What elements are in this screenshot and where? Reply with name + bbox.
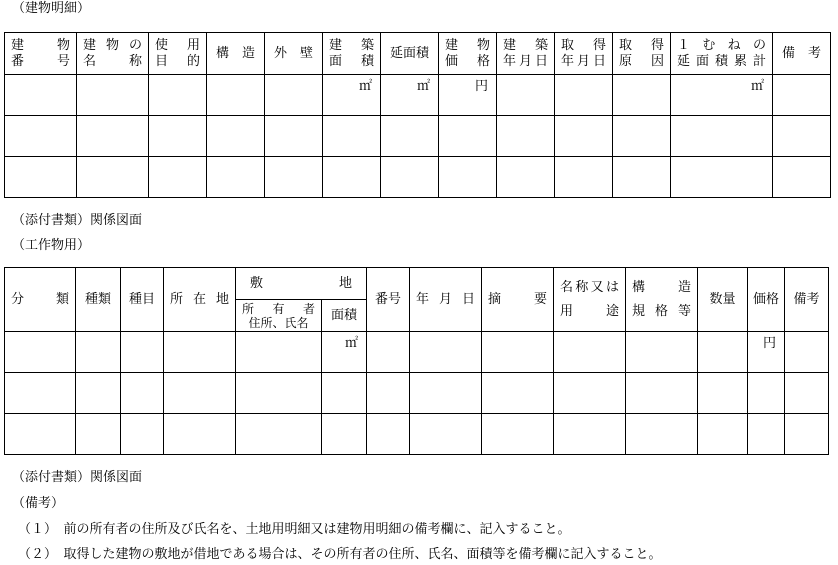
table-cell[interactable] <box>773 75 831 116</box>
table-cell[interactable] <box>439 116 497 157</box>
table-cell[interactable] <box>698 414 748 455</box>
table-cell[interactable] <box>439 157 497 198</box>
header-price: 価格 <box>748 268 785 332</box>
header-acquisition-reason: 取 得 原 因 <box>613 33 671 75</box>
table-cell[interactable] <box>671 116 773 157</box>
header-exterior: 外 壁 <box>265 33 323 75</box>
header-owner: 所有者 住所、氏名 <box>236 300 322 332</box>
table-cell[interactable] <box>236 373 322 414</box>
header-remarks: 備 考 <box>773 33 831 75</box>
header-remarks-2: 備考 <box>785 268 829 332</box>
table-cell[interactable] <box>5 332 76 373</box>
table-cell[interactable] <box>164 332 236 373</box>
table-cell[interactable] <box>5 414 76 455</box>
header-quantity: 数量 <box>698 268 748 332</box>
table-cell[interactable] <box>671 157 773 198</box>
table-cell[interactable] <box>265 157 323 198</box>
table-cell[interactable] <box>497 157 555 198</box>
table-cell[interactable] <box>555 157 613 198</box>
table-cell[interactable] <box>554 332 626 373</box>
table-cell[interactable] <box>76 414 121 455</box>
table-cell[interactable] <box>323 116 381 157</box>
header-purpose: 使 用 目 的 <box>149 33 207 75</box>
structures-attachment-note: （添付書類）関係図面 <box>12 470 143 485</box>
table-cell[interactable] <box>626 332 698 373</box>
table-cell[interactable] <box>323 157 381 198</box>
table-cell[interactable] <box>207 75 265 116</box>
header-acquisition-date: 取 得 年月日 <box>555 33 613 75</box>
header-number: 番号 <box>367 268 410 332</box>
table-row <box>5 75 831 116</box>
header-structure: 構 造 <box>207 33 265 75</box>
table-cell[interactable] <box>497 116 555 157</box>
table-cell[interactable] <box>149 157 207 198</box>
notes-title: （備考） <box>12 496 65 511</box>
header-site-area: 面積 <box>322 300 367 332</box>
table-cell[interactable] <box>367 332 410 373</box>
table-cell[interactable] <box>410 373 482 414</box>
table-cell[interactable] <box>265 75 323 116</box>
header-building-name: 建物の 名 称 <box>77 33 149 75</box>
table-row <box>5 332 829 373</box>
header-site: 敷 地 <box>236 268 367 300</box>
table-cell[interactable] <box>698 332 748 373</box>
table-cell[interactable] <box>785 332 829 373</box>
structures-header-row <box>5 268 829 300</box>
table-cell[interactable] <box>626 373 698 414</box>
table-cell[interactable] <box>482 373 554 414</box>
table-cell[interactable] <box>5 373 76 414</box>
building-header-row <box>5 33 831 75</box>
header-kind: 種類 <box>76 268 121 332</box>
table-cell[interactable] <box>5 75 77 116</box>
table-cell[interactable] <box>785 414 829 455</box>
unit-site-area[interactable]: ㎡ <box>322 332 367 373</box>
table-cell[interactable] <box>236 332 322 373</box>
header-category: 分 類 <box>5 268 76 332</box>
header-location: 所在地 <box>164 268 236 332</box>
table-row <box>5 157 831 198</box>
header-date: 年月日 <box>410 268 482 332</box>
table-cell[interactable] <box>554 414 626 455</box>
table-cell[interactable] <box>149 116 207 157</box>
table-cell[interactable] <box>265 116 323 157</box>
table-cell[interactable] <box>785 373 829 414</box>
table-cell[interactable] <box>748 414 785 455</box>
table-cell[interactable] <box>381 116 439 157</box>
header-build-date: 建 築 年月日 <box>497 33 555 75</box>
table-cell[interactable] <box>5 116 77 157</box>
building-attachment-note: （添付書類）関係図面 <box>12 213 143 228</box>
table-cell[interactable] <box>77 75 149 116</box>
table-cell[interactable] <box>149 75 207 116</box>
table-cell[interactable] <box>554 373 626 414</box>
structures-table <box>4 267 829 455</box>
header-floor-area: 建 築 面 積 <box>323 33 381 75</box>
table-cell[interactable] <box>381 157 439 198</box>
unit-total-floor-area[interactable]: ㎡ <box>381 75 439 116</box>
unit-price[interactable]: 円 <box>439 75 497 116</box>
table-cell[interactable] <box>5 157 77 198</box>
table-cell[interactable] <box>121 373 164 414</box>
table-cell[interactable] <box>207 116 265 157</box>
table-cell[interactable] <box>121 414 164 455</box>
note-item-1: （１） 前の所有者の住所及び氏名を、土地用明細又は建物用明細の備考欄に、記入すること。 <box>18 522 571 537</box>
table-row <box>5 414 829 455</box>
header-name-use: 名称又は 用 途 <box>554 268 626 332</box>
table-cell[interactable] <box>613 157 671 198</box>
header-cumulative-floor-area: １むねの 延面積累計 <box>671 33 773 75</box>
header-building-price: 建 物 価 格 <box>439 33 497 75</box>
header-building-number: 建 物 番 号 <box>5 33 77 75</box>
note-item-2: （２） 取得した建物の敷地が借地である場合は、その所有者の住所、氏名、面積等を備考欄に記入すること。 <box>18 547 662 562</box>
structures-section-title: （工作物用） <box>12 238 91 253</box>
table-cell[interactable] <box>367 373 410 414</box>
table-cell[interactable] <box>497 75 555 116</box>
table-cell[interactable] <box>236 414 322 455</box>
table-cell[interactable] <box>207 157 265 198</box>
table-cell[interactable] <box>164 373 236 414</box>
table-cell[interactable] <box>613 75 671 116</box>
table-cell[interactable] <box>773 116 831 157</box>
table-cell[interactable] <box>77 116 149 157</box>
building-table <box>4 32 831 198</box>
table-cell[interactable] <box>76 373 121 414</box>
table-cell[interactable] <box>626 414 698 455</box>
table-cell[interactable] <box>555 116 613 157</box>
table-cell[interactable] <box>482 414 554 455</box>
table-cell[interactable] <box>367 414 410 455</box>
table-cell[interactable] <box>748 373 785 414</box>
header-total-floor-area: 延面積 <box>381 33 439 75</box>
table-cell[interactable] <box>410 414 482 455</box>
table-row <box>5 116 831 157</box>
header-item: 種目 <box>121 268 164 332</box>
table-cell[interactable] <box>555 75 613 116</box>
table-cell[interactable] <box>164 414 236 455</box>
unit-structure-price[interactable]: 円 <box>748 332 785 373</box>
header-summary: 摘 要 <box>482 268 554 332</box>
table-cell[interactable] <box>322 414 367 455</box>
table-cell[interactable] <box>482 332 554 373</box>
table-cell[interactable] <box>322 373 367 414</box>
table-row <box>5 373 829 414</box>
unit-cumulative[interactable]: ㎡ <box>671 75 773 116</box>
table-cell[interactable] <box>410 332 482 373</box>
building-section-title: （建物明細） <box>12 1 91 16</box>
table-cell[interactable] <box>121 332 164 373</box>
table-cell[interactable] <box>77 157 149 198</box>
table-cell[interactable] <box>76 332 121 373</box>
table-cell[interactable] <box>698 373 748 414</box>
header-structure-spec: 構 造 規格等 <box>626 268 698 332</box>
table-cell[interactable] <box>773 157 831 198</box>
table-cell[interactable] <box>613 116 671 157</box>
unit-floor-area[interactable]: ㎡ <box>323 75 381 116</box>
